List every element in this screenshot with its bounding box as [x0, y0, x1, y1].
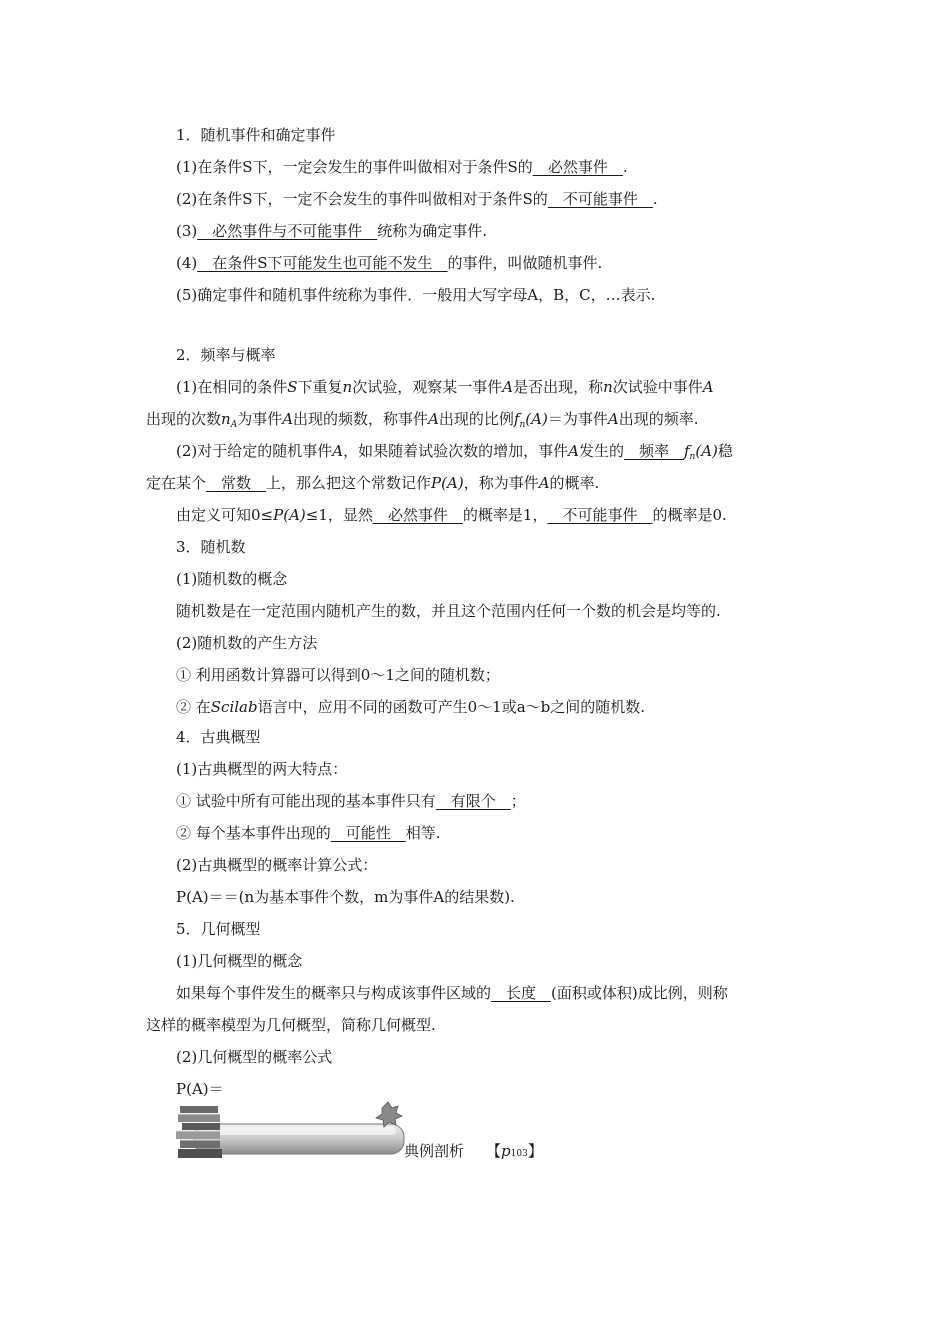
example-analysis-heading: 典例剖析 【p103】	[404, 1142, 543, 1160]
answer-blank: __可能性__	[330, 824, 406, 842]
s3-line-5: ② 在Scilab语言中，应用不同的函数可产生0～1或a～b之间的随机数.	[176, 698, 646, 716]
s5-line-5: P(A)＝	[176, 1080, 224, 1098]
answer-blank: __必然事件__	[532, 158, 623, 176]
s1-line-5: (5)确定事件和随机事件统称为事件．一般用大写字母A，B，C，…表示.	[176, 286, 656, 304]
s5-line-3: 这样的概率模型为几何概型，简称几何概型.	[146, 1016, 436, 1034]
s3-line-1: (1)随机数的概念	[176, 570, 288, 588]
s5-line-1: (1)几何概型的概念	[176, 952, 303, 970]
s2-line-3: (2)对于给定的随机事件A，如果随着试验次数的增加，事件A发生的__频率$\_\_f_n(A)$稳	[176, 442, 733, 462]
s1-line-2: (2)在条件S下，一定不会发生的事件叫做相对于条件S的__不可能事件__.	[176, 190, 658, 208]
answer-blank: __有限个__	[435, 792, 511, 810]
section-banner-graphic	[176, 1100, 406, 1168]
section-3-title: 3．随机数	[176, 538, 246, 556]
section-5-title: 5．几何概型	[176, 920, 261, 938]
answer-blank: __不可能事件__	[547, 506, 653, 524]
s2-line-2: 出现的次数$n_A$为事件A出现的频数，称事件A出现的比例$f_n(A)=$为事件A出现的频率.	[146, 410, 699, 430]
answer-blank: __在条件S下可能发生也可能不发生__	[197, 254, 448, 272]
s2-line-4: 定在某个__常数__上，那么把这个常数记作P(A)，称为事件A的概率.	[146, 474, 600, 492]
s1-line-1: (1)在条件S下，一定会发生的事件叫做相对于条件S的__必然事件__.	[176, 158, 628, 176]
s5-line-2: 如果每个事件发生的概率只与构成该事件区域的__长度__(面积或体积)成比例，则称	[176, 984, 728, 1002]
s3-line-3: (2)随机数的产生方法	[176, 634, 318, 652]
section-4-title: 4．古典概型	[176, 728, 261, 746]
s5-line-4: (2)几何概型的概率公式	[176, 1048, 333, 1066]
s2-line-5: 由定义可知0≤P(A)≤1，显然__必然事件__的概率是1，__不可能事件__的概率是0.	[176, 506, 727, 524]
s1-line-3: (3)__必然事件与不可能事件__统称为确定事件.	[176, 222, 488, 240]
s4-line-3: ② 每个基本事件出现的__可能性__相等.	[176, 824, 441, 842]
s3-line-2: 随机数是在一定范围内随机产生的数，并且这个范围内任何一个数的机会是均等的.	[176, 602, 721, 620]
section-2-title: 2．频率与概率	[176, 346, 276, 364]
s1-line-4: (4)__在条件S下可能发生也可能不发生__的事件，叫做随机事件.	[176, 254, 603, 272]
answer-blank: __频率__	[623, 442, 684, 460]
s4-line-2: ① 试验中所有可能出现的基本事件只有__有限个__；	[176, 792, 526, 810]
answer-blank: __必然事件__	[372, 506, 463, 524]
s4-line-4: (2)古典概型的概率计算公式：	[176, 856, 378, 874]
s4-line-1: (1)古典概型的两大特点：	[176, 760, 348, 778]
answer-blank: __必然事件与不可能事件__	[197, 222, 378, 240]
answer-blank: __常数__	[206, 474, 267, 492]
answer-blank: __长度__	[491, 984, 552, 1002]
s2-line-1: (1)在相同的条件S下重复n次试验，观察某一事件A是否出现，称n次试验中事件A	[176, 378, 714, 396]
answer-blank: __不可能事件__	[547, 190, 653, 208]
books-icon	[176, 1106, 222, 1158]
s3-line-4: ① 利用函数计算器可以得到0～1之间的随机数；	[176, 666, 500, 684]
leaf-icon	[376, 1102, 402, 1127]
section-1-title: 1．随机事件和确定事件	[176, 126, 336, 144]
s4-line-5: P(A)＝＝(n为基本事件个数，m为事件A的结果数).	[176, 888, 515, 906]
